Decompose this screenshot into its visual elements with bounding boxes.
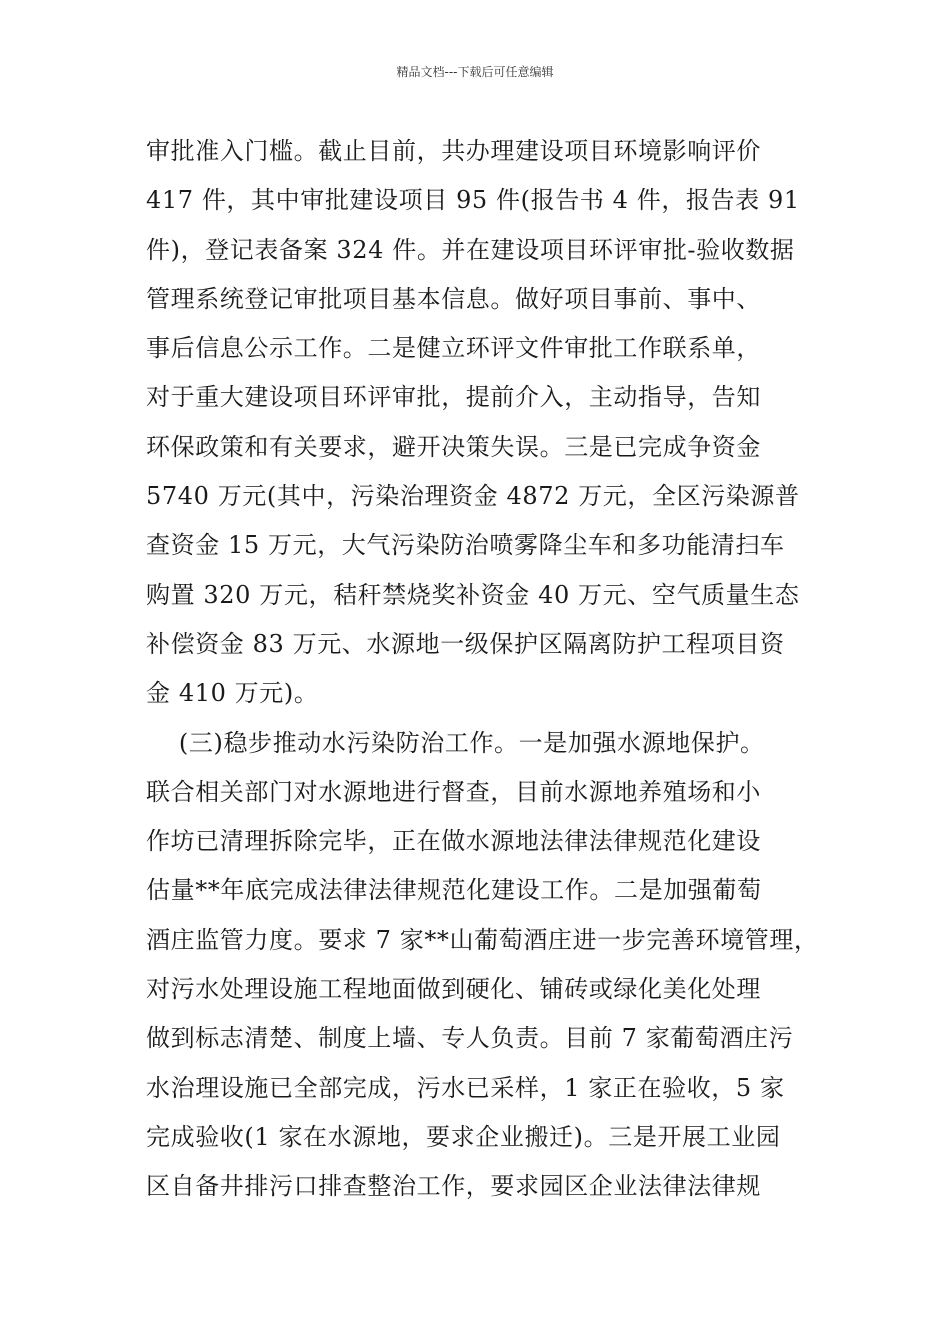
text-line: 查资金 15 万元，大气污染防治喷雾降尘车和多功能清扫车 <box>146 531 785 560</box>
text-line: 酒庄监管力度。要求 7 家**山葡萄酒庄进一步完善环境管理， <box>146 925 819 954</box>
text-line: 对于重大建设项目环评审批，提前介入，主动指导，告知 <box>146 383 761 412</box>
text-line: 作坊已清理拆除完毕，正在做水源地法律法律规范化建设 <box>146 827 761 856</box>
text-line: 管理系统登记审批项目基本信息。做好项目事前、事中、 <box>146 284 761 313</box>
text-line: 对污水处理设施工程地面做到硬化、铺砖或绿化美化处理 <box>146 975 761 1004</box>
text-line: 金 410 万元)。 <box>146 679 319 708</box>
text-line: 5740 万元(其中，污染治理资金 4872 万元，全区污染源普 <box>146 482 800 511</box>
text-line: 区自备井排污口排查整治工作，要求园区企业法律法律规 <box>146 1172 761 1201</box>
text-line: 事后信息公示工作。二是健立环评文件审批工作联系单， <box>146 334 761 363</box>
text-line: 水治理设施已全部完成，污水已采样，1 家正在验收，5 家 <box>146 1073 785 1102</box>
document-body <box>146 127 819 1212</box>
text-line: 完成验收(1 家在水源地，要求企业搬迁)。三是开展工业园 <box>146 1122 781 1151</box>
text-line: 审批准入门槛。截止目前，共办理建设项目环境影响评价 <box>146 137 761 165</box>
text-line: 件)，登记表备案 324 件。并在建设项目环评审批-验收数据 <box>146 235 795 264</box>
text-line: 补偿资金 83 万元、水源地一级保护区隔离防护工程项目资 <box>146 629 785 658</box>
text-line: 做到标志清楚、制度上墙、专人负责。目前 7 家葡萄酒庄污 <box>146 1024 794 1053</box>
text-line: (三)稳步推动水污染防治工作。一是加强水源地保护。 <box>146 728 765 757</box>
text-line: 联合相关部门对水源地进行督查，目前水源地养殖场和小 <box>146 777 761 806</box>
text-line: 估量**年底完成法律法律规范化建设工作。二是加强葡萄 <box>146 876 762 905</box>
text-line: 环保政策和有关要求，避开决策失误。三是已完成争资金 <box>146 432 761 461</box>
text-line: 417 件，其中审批建设项目 95 件(报告书 4 件，报告表 91 <box>146 186 800 215</box>
page-header: 精品文档---下载后可任意编辑 <box>396 65 554 79</box>
text-line: 购置 320 万元，秸秆禁烧奖补资金 40 万元、空气质量生态 <box>146 580 800 609</box>
